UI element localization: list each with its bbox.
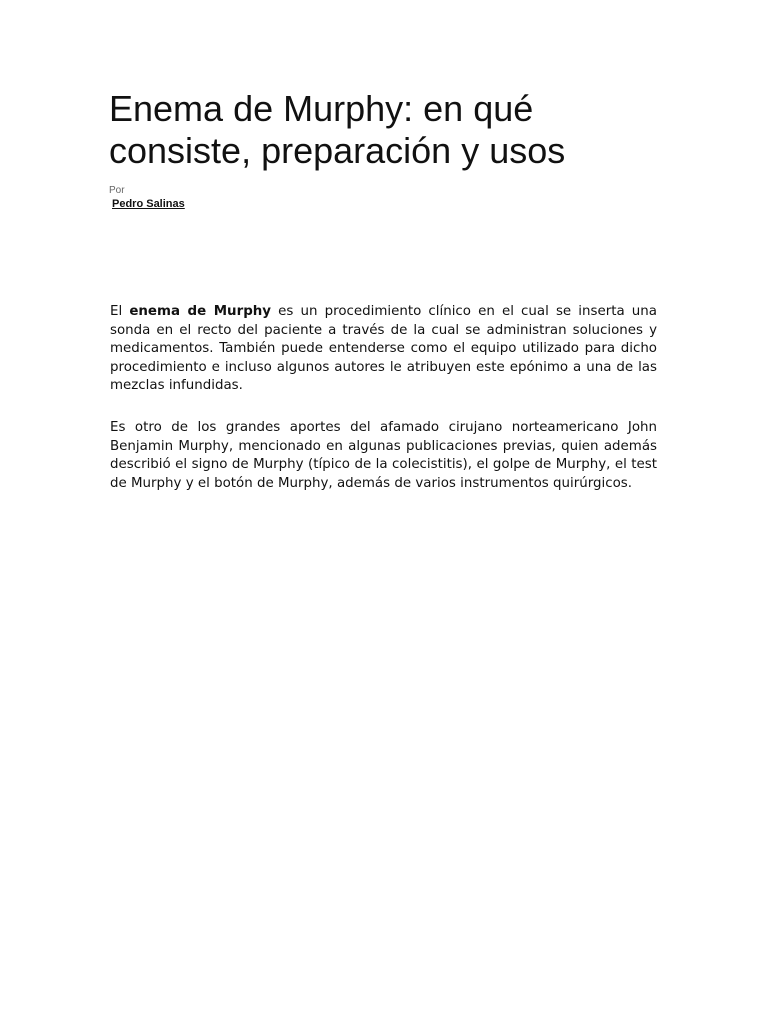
byline-label: Por	[109, 185, 125, 196]
paragraph-intro-lead: El	[110, 304, 130, 319]
paragraph-intro-rest: es un procedimiento clínico en el cual se inserta una sonda en el recto del paciente a través de la cual se administran soluciones y medicamentos. También puede entenderse como el equipo utilizado para dicho procedimiento e incluso algunos autores le atribuyen este epónimo a una de las mezclas infundidas.	[110, 304, 657, 393]
paragraph-history: Es otro de los grandes aportes del afamado cirujano norteamericano John Benjamin Murphy, mencionado en algunas publicaciones previas, quien además describió el signo de Murphy (típico de la colecistitis), el golpe de Murphy, el test de Murphy y el botón de Murphy, además de varios instrumentos quirúrgicos.	[110, 420, 657, 491]
paragraph-intro	[110, 303, 657, 396]
paragraph-intro-bold-term: enema de Murphy	[129, 304, 272, 319]
author-link[interactable]: Pedro Salinas	[112, 198, 185, 210]
article-title: Enema de Murphy: en qué consiste, preparación y usos	[109, 88, 566, 171]
